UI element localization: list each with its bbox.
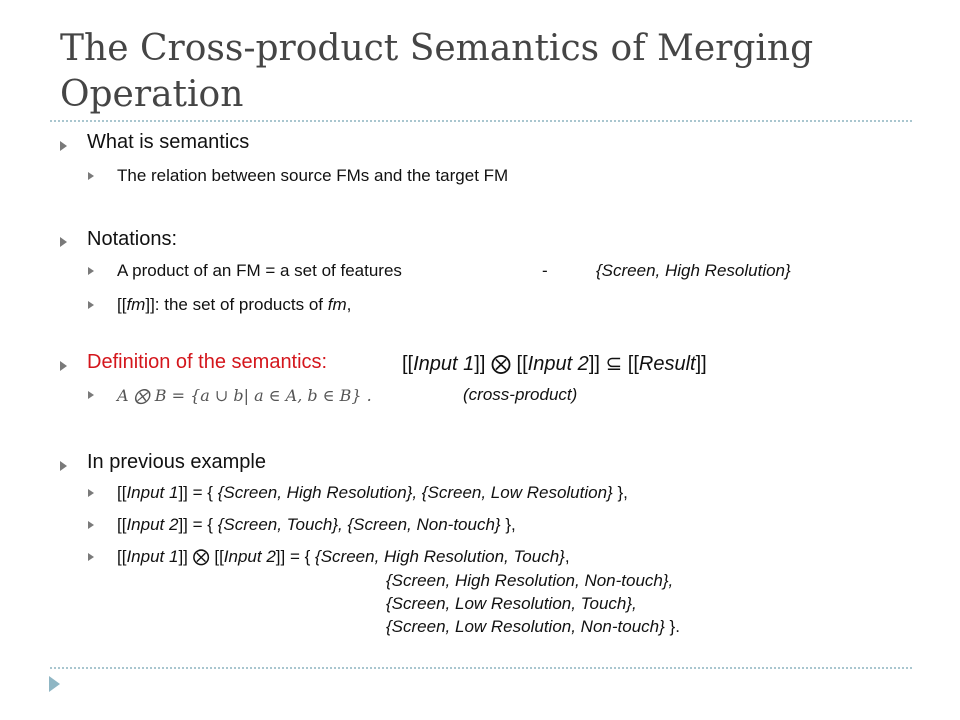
bullet-arrow-icon <box>60 237 67 247</box>
text-run: , <box>564 547 570 566</box>
fm-products-text <box>117 295 351 315</box>
text-run: ]] ⨂ [[ <box>178 547 224 566</box>
cross-product-formula: A ⨂ B = {a ∪ b| a ∈ A, b ∈ B} . <box>117 386 372 405</box>
text-run: [[ <box>402 353 414 375</box>
input2-products-text <box>117 515 516 535</box>
footer-separator <box>50 667 912 669</box>
text-run: ]] ⊆ [[ <box>588 353 639 375</box>
text-run: }, <box>500 515 516 534</box>
text-run: Input 1 <box>126 547 179 566</box>
text-run: {Screen, High Resolution, Touch} <box>315 547 565 566</box>
input1-products-text <box>117 483 628 503</box>
text-run: Input 1 <box>413 353 475 375</box>
bullet-arrow-icon <box>60 141 67 151</box>
bullet-arrow-icon <box>88 172 94 180</box>
text-run: Input 2 <box>527 353 589 375</box>
title-separator <box>50 120 912 122</box>
product-example: {Screen, High Resolution} <box>596 261 791 280</box>
definition-label: Definition of the semantics: <box>87 351 328 373</box>
text-run: [[ <box>117 515 127 534</box>
text-run: {Screen, Low Resolution, Touch}, <box>386 594 637 613</box>
bullet-arrow-icon <box>60 461 67 471</box>
text-run: ]] <box>695 353 707 375</box>
text-run: }. <box>664 617 680 636</box>
definition-formula <box>402 351 707 376</box>
text-run: fm <box>126 295 146 314</box>
text-run: ]] = { <box>178 515 218 534</box>
product-dash: - <box>542 261 548 280</box>
merged-products-line-1 <box>117 547 570 567</box>
bullet-text: Notations: <box>87 228 178 250</box>
text-run: {Screen, Low Resolution, Non-touch} <box>386 617 665 636</box>
corner-triangle-icon <box>49 676 60 692</box>
text-run: [[ <box>117 483 127 502</box>
text-run: {Screen, Touch}, {Screen, Non-touch} <box>217 515 501 534</box>
text-run: ]]: the set of products of <box>145 295 328 314</box>
text-run: Input 1 <box>126 483 179 502</box>
product-definition-text: A product of an FM = a set of features <box>117 261 402 280</box>
text-run: Result <box>638 353 696 375</box>
cross-product-note: (cross-product) <box>463 385 578 404</box>
bullet-arrow-icon <box>88 521 94 529</box>
text-run: , <box>346 295 352 314</box>
bullet-text: What is semantics <box>87 131 250 153</box>
text-run: [[ <box>117 295 127 314</box>
text-run: fm <box>327 295 347 314</box>
text-run: {Screen, High Resolution}, {Screen, Low Resolution} <box>217 483 613 502</box>
bullet-text: In previous example <box>87 451 266 473</box>
bullet-arrow-icon <box>88 553 94 561</box>
bullet-arrow-icon <box>60 361 67 371</box>
bullet-arrow-icon <box>88 267 94 275</box>
bullet-arrow-icon <box>88 391 94 399</box>
text-run: Input 2 <box>223 547 276 566</box>
bullet-arrow-icon <box>88 489 94 497</box>
text-run: }, <box>612 483 628 502</box>
text-run: {Screen, High Resolution, Non-touch}, <box>386 571 674 590</box>
text-run: ]] = { <box>275 547 316 566</box>
text-run: ]] ⨂ [[ <box>474 353 528 375</box>
bullet-arrow-icon <box>88 301 94 309</box>
slide-title: The Cross-product Semantics of Merging Operation <box>60 28 814 115</box>
bullet-text: The relation between source FMs and the target FM <box>117 166 509 185</box>
text-run: [[ <box>117 547 127 566</box>
text-run: Input 2 <box>126 515 179 534</box>
text-run: ]] = { <box>178 483 218 502</box>
